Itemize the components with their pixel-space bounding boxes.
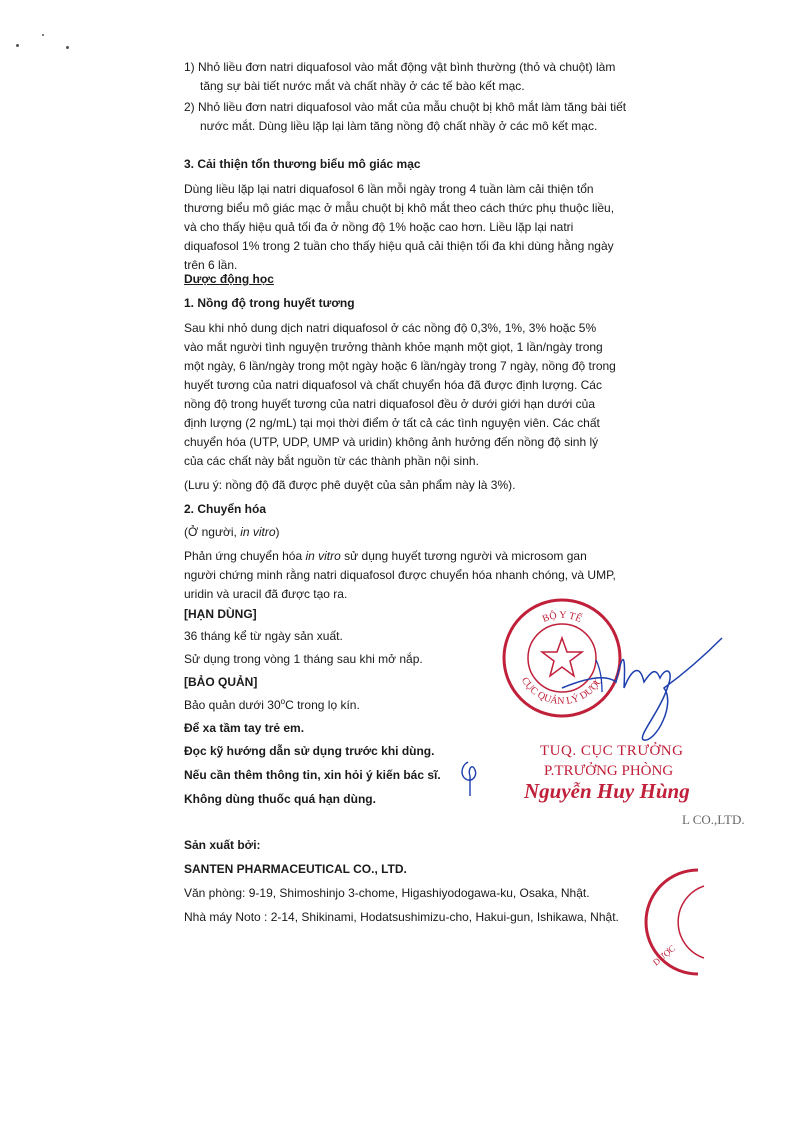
manufacturer-factory: Nhà máy Noto : 2-14, Shikinami, Hodatsushimizu-cho, Hakui-gun, Ishikawa, Nhật.: [184, 910, 619, 924]
shelf-life-heading: [HẠN DÙNG]: [184, 607, 257, 621]
shelf-life-line-2: Sử dụng trong vòng 1 tháng sau khi mở nắp.: [184, 652, 423, 666]
warning-4: Không dùng thuốc quá hạn dùng.: [184, 792, 376, 806]
pharmacodynamics-item-2: 2) Nhỏ liều đơn natri diquafosol vào mắt của mẫu chuột bị khô mắt làm tăng bài tiết nước mắt. Dùng liều lặp lại làm tăng nồng độ chất nhầy ở các mô kết mạc.: [184, 100, 627, 133]
seal-bottom-text: CỤC QUẢN LÝ DƯỢC: [518, 675, 606, 708]
warning-3: Nếu cần thêm thông tin, xin hỏi ý kiến bác sĩ.: [184, 768, 441, 782]
partial-seal-text: DƯỢC: [650, 943, 678, 968]
storage-heading: [BẢO QUẢN]: [184, 675, 258, 689]
warning-1: Để xa tầm tay trẻ em.: [184, 721, 305, 735]
plasma-concentration-note: (Lưu ý: nồng độ đã được phê duyệt của sản phẩm này là 3%).: [184, 478, 516, 492]
stamp-title-line-2: P.TRƯỞNG PHÒNG: [544, 763, 674, 779]
manufacturer-office: Văn phòng: 9-19, Shimoshinjo 3-chome, Higashiyodogawa-ku, Osaka, Nhật.: [184, 886, 590, 900]
warning-2: Đọc kỹ hướng dẫn sử dụng trước khi dùng.: [184, 744, 435, 758]
pharmacokinetics-title: Dược động học: [184, 272, 274, 286]
plasma-concentration-body: Sau khi nhỏ dung dịch natri diquafosol ở các nồng độ 0,3%, 1%, 3% hoặc 5% vào mắt người tình nguyện trưởng thành khỏe mạnh một giọt, 1 lần/ngày trong một ngày, 6 lần/ngày trong một ngày hoặc 6 lần/ngày trong 7 ngày, nồng độ trong huyết tương của natri diquafosol và chất chuyển hóa đã được định lượng. Các nồng độ trong huyết tương của natri diquafosol đều ở dưới giới hạn dưới của định lượng (2 ng/mL) tại mọi thời điểm ở tất cả các tình nguyện viên. Các chất chuyển hóa (UTP, UDP, UMP và uridin) không ảnh hưởng đến nồng độ sinh lý của các chất này bắt nguồn từ các thành phần nội sinh.: [184, 321, 616, 468]
stamp-title-line-1: TUQ. CỤC TRƯỞNG: [540, 743, 684, 759]
scan-speck: [16, 44, 19, 47]
scan-speck: [42, 34, 44, 36]
manufacturer-name: SANTEN PHARMACEUTICAL CO., LTD.: [184, 862, 407, 876]
stamp-signer-name: Nguyễn Huy Hùng: [524, 779, 690, 803]
pharmacodynamics-item-1: 1) Nhỏ liều đơn natri diquafosol vào mắt động vật bình thường (thỏ và chuột) làm tăng sự bài tiết nước mắt và chất nhầy ở các tế bào kết mạc.: [184, 60, 616, 93]
section-body-corneal: Dùng liều lặp lại natri diquafosol 6 lần mỗi ngày trong 4 tuần làm cải thiện tổn thương biểu mô giác mạc ở mẫu chuột bị khô mắt theo cách thức phụ thuộc liều, và cho thấy hiệu quả tối đa ở nồng độ 1% hoặc cao hơn. Liều lặp lại natri diquafosol 1% trong 2 tuần cho thấy hiệu quả cải thiện tối đa khi dùng hằng ngày trên 6 lần.: [184, 182, 615, 272]
metabolism-heading: 2. Chuyển hóa: [184, 502, 267, 516]
scan-speck: [66, 46, 69, 49]
shelf-life-line-1: 36 tháng kể từ ngày sản xuất.: [184, 629, 343, 643]
partial-company-stamp: L CO.,LTD.: [682, 812, 745, 827]
plasma-concentration-heading: 1. Nồng độ trong huyết tương: [184, 296, 355, 310]
metabolism-subheading: (Ở người, in vitro): [184, 525, 280, 539]
seal-top-text: BỘ Y TẾ: [540, 609, 584, 625]
handwritten-signature: [556, 608, 726, 758]
manufacturer-label: Sản xuất bởi:: [184, 838, 261, 852]
metabolism-body: Phản ứng chuyển hóa in vitro sử dụng huyết tương người và microsom gan người chứng minh rằng natri diquafosol được chuyển hóa nhanh chóng, và UMP, uridin và uracil đã được tạo ra.: [184, 549, 616, 601]
storage-line-1: Bảo quản dưới 30$^o$C trong lọ kín.: [184, 697, 360, 712]
initial-mark: [458, 758, 486, 800]
section-heading-corneal: 3. Cải thiện tổn thương biểu mô giác mạc: [184, 157, 421, 171]
partial-seal: [640, 866, 710, 978]
